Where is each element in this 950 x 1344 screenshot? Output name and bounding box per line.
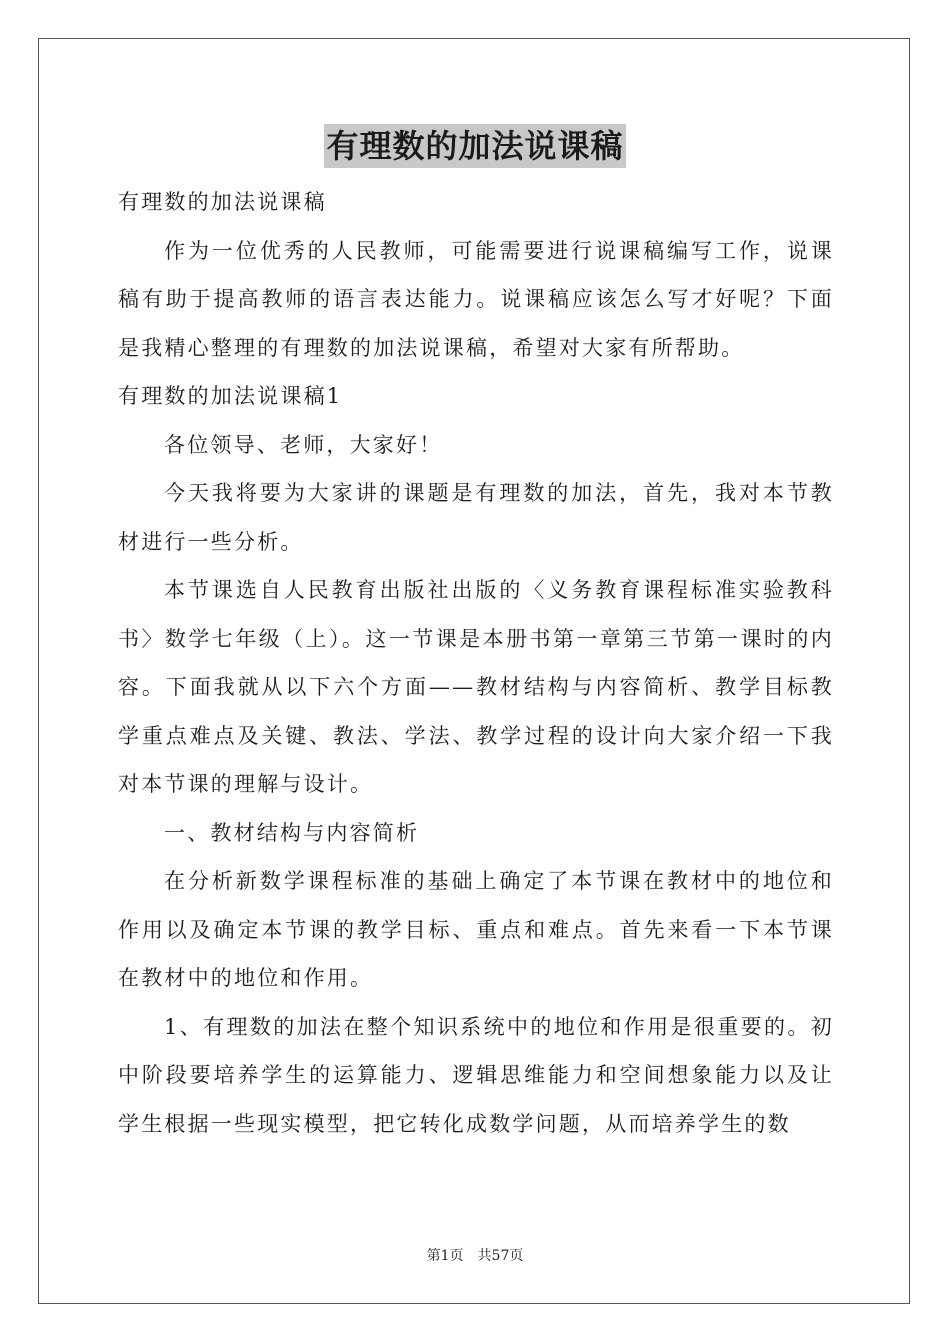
page-footer	[0, 1245, 950, 1265]
title-container	[0, 124, 950, 168]
paragraph: 一、教材结构与内容简析	[164, 820, 420, 845]
paragraph: 有理数的加法说课稿	[118, 190, 327, 214]
document-title: 有理数的加法说课稿	[324, 124, 625, 168]
document-body	[118, 178, 834, 1148]
paragraph: 今天我将要为大家讲的课题是有理数的加法，首先，我对本节教材进行一些分析。	[118, 481, 834, 554]
paragraph: 各位领导、老师，大家好！	[164, 432, 443, 457]
paragraph: 本节课选自人民教育出版社出版的〈义务教育课程标准实验教科书〉数学七年级（上）。这一节课是本册书第一章第三节第一课时的内容。下面我就从以下六个方面——教材结构与内容简析、教学目标教学重点难点及关键、教法、学法、教学过程的设计向大家介绍一下我对本节课的理解与设计。	[118, 578, 834, 796]
paragraph: 作为一位优秀的人民教师，可能需要进行说课稿编写工作，说课稿有助于提高教师的语言表达能力。说课稿应该怎么写才好呢？下面是我精心整理的有理数的加法说课稿，希望对大家有所帮助。	[118, 238, 834, 360]
page-number-label: 第1页 共57页	[426, 1248, 524, 1264]
paragraph: 在分析新数学课程标准的基础上确定了本节课在教材中的地位和作用以及确定本节课的教学目标、重点和难点。首先来看一下本节课在教材中的地位和作用。	[118, 869, 834, 990]
paragraph: 1、有理数的加法在整个知识系统中的地位和作用是很重要的。初中阶段要培养学生的运算能力、逻辑思维能力和空间想象能力以及让学生根据一些现实模型，把它转化成数学问题，从而培养学生的数	[118, 1014, 834, 1136]
paragraph: 有理数的加法说课稿1	[118, 384, 343, 408]
